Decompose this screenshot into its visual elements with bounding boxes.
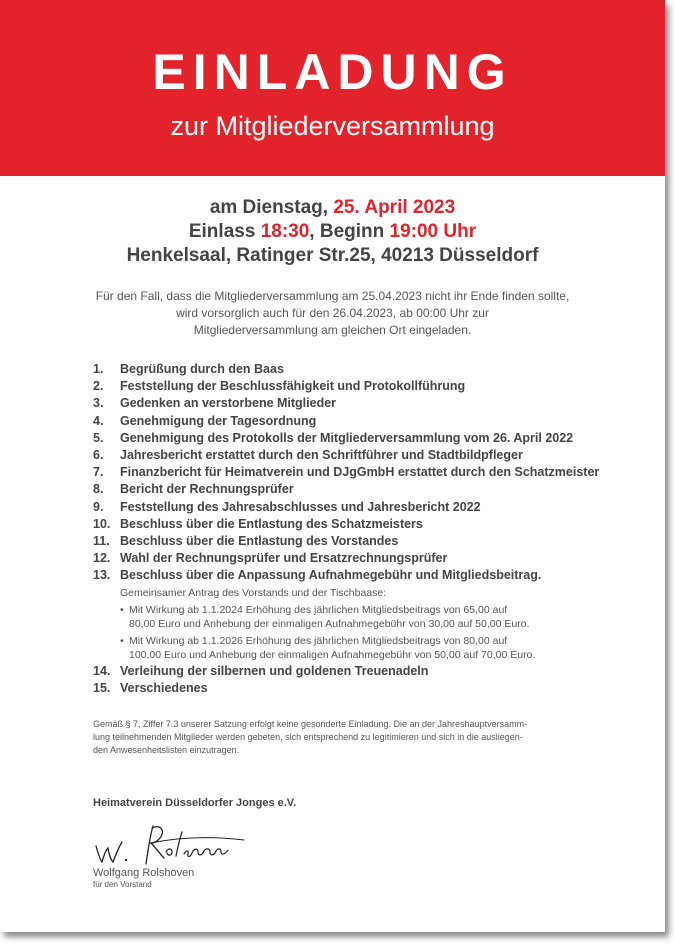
agenda-text: Begrüßung durch den Baas — [120, 362, 284, 376]
event-date: 25. April 2023 — [333, 197, 456, 218]
agenda-item — [93, 550, 633, 567]
agenda-number: 7. — [93, 465, 104, 480]
agenda-text: Verleihung der silbernen und goldenen Treuenadeln — [120, 663, 429, 678]
entry-label: Einlass — [188, 221, 261, 242]
entry-time: 18:30 — [260, 221, 310, 242]
agenda-text: Wahl der Rechnungsprüfer und Ersatzrechnungsprüfer — [120, 551, 448, 566]
note-line: Für den Fall, dass die Mitgliederversammlung am 25.04.2023 nicht ihr Ende finden sollte, — [95, 289, 570, 303]
agenda-item-13-detail — [120, 586, 633, 663]
agenda-text: Genehmigung der Tagesordnung — [120, 413, 317, 428]
agenda-text: Gedenken an verstorbene Mitglieder — [120, 396, 337, 411]
agenda-number: 13. — [93, 568, 111, 583]
footnote-line: Gemäß § 7, Ziffer 7.3 unserer Satzung erfolgt keine gesonderte Einladung. Die an der Jahreshauptversamm- — [93, 719, 528, 729]
bullet-icon: • — [120, 634, 124, 647]
agenda-number: 4. — [93, 413, 104, 428]
event-venue: Henkelsaal, Ratinger Str.25, 40213 Düsseldorf — [126, 245, 539, 266]
statute-footnote — [93, 718, 613, 757]
agenda-item — [93, 680, 633, 697]
agenda-number: 1. — [93, 362, 104, 376]
agenda-item — [93, 395, 633, 412]
agenda-number: 11. — [93, 534, 110, 549]
agenda-item — [93, 413, 633, 430]
agenda-text: Feststellung der Beschlussfähigkeit und Protokollführung — [120, 379, 466, 394]
agenda-item — [93, 378, 633, 395]
motion-bullet — [120, 603, 633, 632]
motion-bullet — [120, 634, 633, 663]
start-label: , Beginn — [309, 221, 390, 242]
agenda-item — [93, 567, 633, 584]
agenda-text: Beschluss über die Anpassung Aufnahmegebühr und Mitgliedsbeitrag. — [120, 568, 542, 583]
signer-role: für den Vorstand — [93, 880, 152, 889]
event-date-line — [0, 196, 665, 220]
date-prefix: am Dienstag, — [209, 197, 334, 218]
start-time: 19:00 Uhr — [389, 221, 477, 242]
agenda-text: Feststellung des Jahresabschlusses und Jahresbericht 2022 — [120, 499, 481, 514]
agenda-text: Genehmigung des Protokolls der Mitgliederversammlung vom 26. April 2022 — [120, 430, 574, 445]
footnote-line: lung teilnehmenden Mitglieder werden gebeten, sich entsprechend zu legitimieren und sich in die ausliegen- — [93, 732, 523, 742]
motion-intro: Gemeinsamer Antrag des Vorstands und der Tischbaase: — [120, 586, 387, 599]
note-line: Mitgliederversammlung am gleichen Ort eingeladen. — [193, 323, 472, 337]
agenda-item — [93, 499, 633, 516]
agenda-number: 15. — [93, 680, 111, 695]
agenda-number: 2. — [93, 379, 104, 394]
agenda-text: Finanzbericht für Heimatverein und DJgGmbH erstattet durch den Schatzmeister — [120, 465, 600, 480]
agenda-number: 5. — [93, 430, 104, 445]
bullet-line: Mit Wirkung ab 1.1.2024 Erhöhung des jährlichen Mitgliedsbeitrags von 65,00 auf — [129, 603, 508, 616]
agenda-text: Bericht der Rechnungsprüfer — [120, 482, 294, 497]
event-details — [0, 196, 665, 268]
banner-title: EINLADUNG — [152, 44, 513, 100]
bullet-line: Mit Wirkung ab 1.1.2026 Erhöhung des jährlichen Mitgliedsbeitrags von 80,00 auf — [129, 634, 508, 647]
agenda-text: Beschluss über die Entlastung des Vorstandes — [120, 534, 399, 549]
agenda-item — [93, 481, 633, 498]
agenda-text: Verschiedenes — [120, 680, 208, 695]
agenda-item — [93, 663, 633, 680]
banner-subtitle: zur Mitgliederversammlung — [170, 111, 495, 141]
agenda-item — [93, 516, 633, 533]
agenda-text: Beschluss über die Entlastung des Schatzmeisters — [120, 516, 423, 531]
agenda-list — [93, 361, 633, 697]
agenda-item — [93, 464, 633, 481]
agenda-number: 8. — [93, 482, 104, 497]
agenda-item — [93, 447, 633, 464]
agenda-number: 9. — [93, 499, 104, 514]
organization-name: Heimatverein Düsseldorfer Jonges e.V. — [93, 797, 297, 809]
agenda-text: Jahresbericht erstattet durch den Schriftführer und Stadtbildpfleger — [120, 448, 523, 463]
event-time-line — [0, 220, 665, 244]
adjournment-note — [60, 288, 605, 339]
agenda-number: 6. — [93, 448, 104, 463]
agenda-number: 10. — [93, 516, 111, 531]
agenda-item — [93, 361, 633, 378]
handwritten-signature — [90, 820, 250, 868]
agenda-number: 14. — [93, 663, 111, 678]
header-banner — [0, 0, 665, 176]
agenda-item — [93, 430, 633, 447]
agenda-number: 3. — [93, 396, 104, 411]
agenda-number: 12. — [93, 551, 111, 566]
bullet-icon: • — [120, 603, 124, 616]
footnote-line: den Anwesenheitslisten einzutragen. — [93, 745, 240, 755]
note-line: wird vorsorglich auch für den 26.04.2023, ab 00:00 Uhr zur — [176, 306, 489, 320]
agenda-item — [93, 533, 633, 550]
bullet-line: 100,00 Euro und Anhebung der einmaligen Aufnahmegebühr von 50,00 auf 70,00 Euro. — [129, 649, 536, 662]
bullet-line: 80,00 Euro und Anhebung der einmaligen Aufnahmegebühr von 30,00 auf 50,00 Euro. — [129, 618, 530, 631]
signer-name: Wolfgang Rolshoven — [93, 867, 195, 879]
